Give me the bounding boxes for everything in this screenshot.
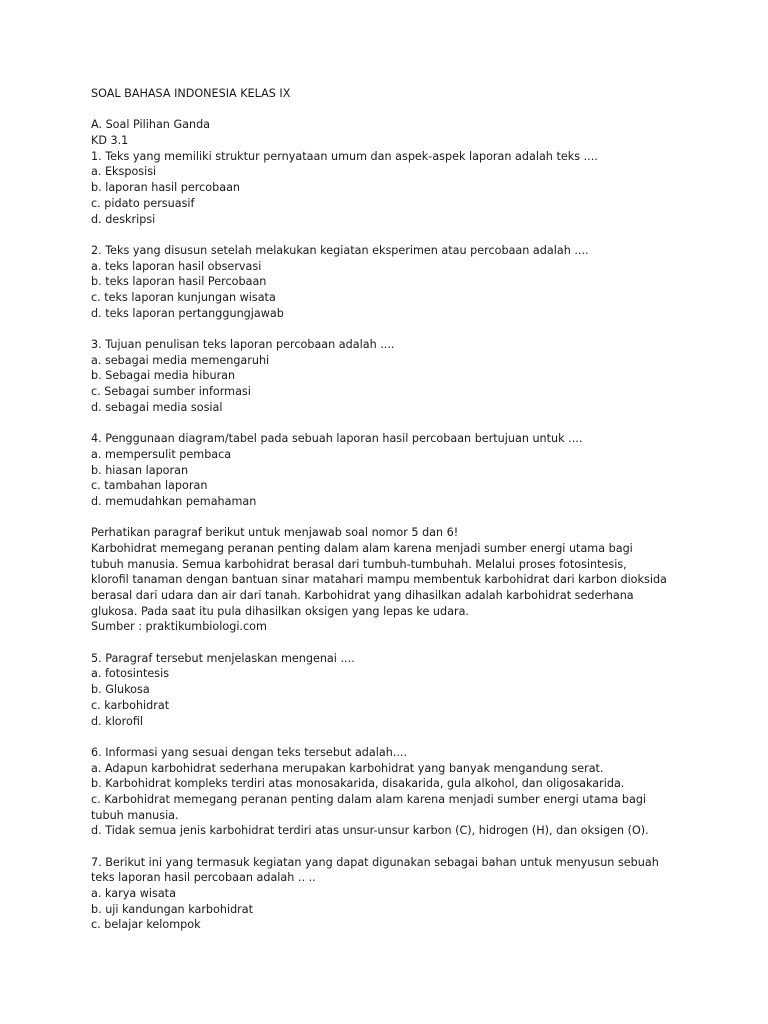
question-5-option-a: a. fotosintesis <box>91 667 170 681</box>
spacer <box>91 227 691 243</box>
question-6-option-a: a. Adapun karbohidrat sederhana merupakan karbohidrat yang banyak mengandung serat. <box>91 761 604 775</box>
passage-line: glukosa. Pada saat itu pula dihasilkan oksigen yang lepas ke udara. <box>91 604 469 618</box>
document-body <box>91 86 691 933</box>
question-3-option-c: c. Sebagai sumber informasi <box>91 385 251 399</box>
spacer <box>91 102 691 118</box>
question-4-option-b: b. hiasan laporan <box>91 463 189 477</box>
passage-line: klorofil tanaman dengan bantuan sinar matahari mampu membentuk karbohidrat dari karbon dioksida <box>91 573 667 587</box>
spacer <box>91 321 691 337</box>
question-6-option-d: d. Tidak semua jenis karbohidrat terdiri atas unsur-unsur karbon (C), hidrogen (H), dan oksigen (O). <box>91 824 649 838</box>
passage-line: Karbohidrat memegang peranan penting dalam alam karena menjadi sumber energi utama bagi <box>91 541 633 555</box>
kd-label: KD 3.1 <box>91 134 129 148</box>
question-5-option-c: c. karbohidrat <box>91 698 170 712</box>
spacer <box>91 510 691 526</box>
question-3: 3. Tujuan penulisan teks laporan percobaan adalah .... <box>91 338 395 351</box>
spacer <box>91 839 691 855</box>
question-7-cont: teks laporan hasil percobaan adalah .. .. <box>91 871 316 885</box>
question-7: 7. Berikut ini yang termasuk kegiatan yang dapat digunakan sebagai bahan untuk menyusun sebuah <box>91 855 659 869</box>
question-1: 1. Teks yang memiliki struktur pernyataan umum dan aspek-aspek laporan adalah teks .... <box>91 149 598 163</box>
question-4-option-c: c. tambahan laporan <box>91 479 208 493</box>
question-2: 2. Teks yang disusun setelah melakukan kegiatan eksperimen atau percobaan adalah .... <box>91 243 589 257</box>
question-1-option-c: c. pidato persuasif <box>91 196 195 210</box>
question-1-option-a: a. Eksposisi <box>91 165 157 179</box>
passage-source: Sumber : praktikumbiologi.com <box>91 620 267 634</box>
passage-intro: Perhatikan paragraf berikut untuk menjawab soal nomor 5 dan 6! <box>91 526 459 540</box>
question-7-option-b: b. uji kandungan karbohidrat <box>91 902 254 916</box>
question-4: 4. Penggunaan diagram/tabel pada sebuah laporan hasil percobaan bertujuan untuk .... <box>91 432 583 446</box>
question-6-option-c: c. Karbohidrat memegang peranan penting dalam alam karena menjadi sumber energi utama bagi <box>91 792 647 806</box>
spacer <box>91 415 691 431</box>
section-heading: A. Soal Pilihan Ganda <box>91 118 211 132</box>
question-3-option-b: b. Sebagai media hiburan <box>91 369 236 383</box>
question-6: 6. Informasi yang sesuai dengan teks tersebut adalah.... <box>91 745 408 759</box>
question-2-option-c: c. teks laporan kunjungan wisata <box>91 290 276 304</box>
document-title: SOAL BAHASA INDONESIA KELAS IX <box>91 87 291 100</box>
passage-line: tubuh manusia. Semua karbohidrat berasal dari tumbuh-tumbuhah. Melalui proses fotosintesis, <box>91 557 627 571</box>
question-3-option-d: d. sebagai media sosial <box>91 400 223 414</box>
question-5-option-d: d. klorofil <box>91 714 143 728</box>
question-4-option-d: d. memudahkan pemahaman <box>91 494 257 508</box>
question-2-option-d: d. teks laporan pertanggungjawab <box>91 306 284 320</box>
question-7-option-c: c. belajar kelompok <box>91 918 201 932</box>
question-2-option-a: a. teks laporan hasil observasi <box>91 259 262 273</box>
spacer <box>91 635 691 651</box>
spacer <box>91 729 691 745</box>
question-5: 5. Paragraf tersebut menjelaskan mengenai .... <box>91 651 355 665</box>
question-4-option-a: a. mempersulit pembaca <box>91 447 232 461</box>
question-5-option-b: b. Glukosa <box>91 683 150 697</box>
question-6-option-b: b. Karbohidrat kompleks terdiri atas monosakarida, disakarida, gula alkohol, dan oligosakarida. <box>91 777 625 791</box>
question-6-option-c-cont: tubuh manusia. <box>91 808 179 822</box>
question-1-option-b: b. laporan hasil percobaan <box>91 181 241 195</box>
question-2-option-b: b. teks laporan hasil Percobaan <box>91 275 267 289</box>
question-1-option-d: d. deskripsi <box>91 212 156 226</box>
passage-line: berasal dari udara dan air dari tanah. Karbohidrat yang dihasilkan adalah karbohidrat sederhana <box>91 589 634 602</box>
question-7-option-a: a. karya wisata <box>91 887 176 901</box>
question-3-option-a: a. sebagai media memengaruhi <box>91 353 270 367</box>
